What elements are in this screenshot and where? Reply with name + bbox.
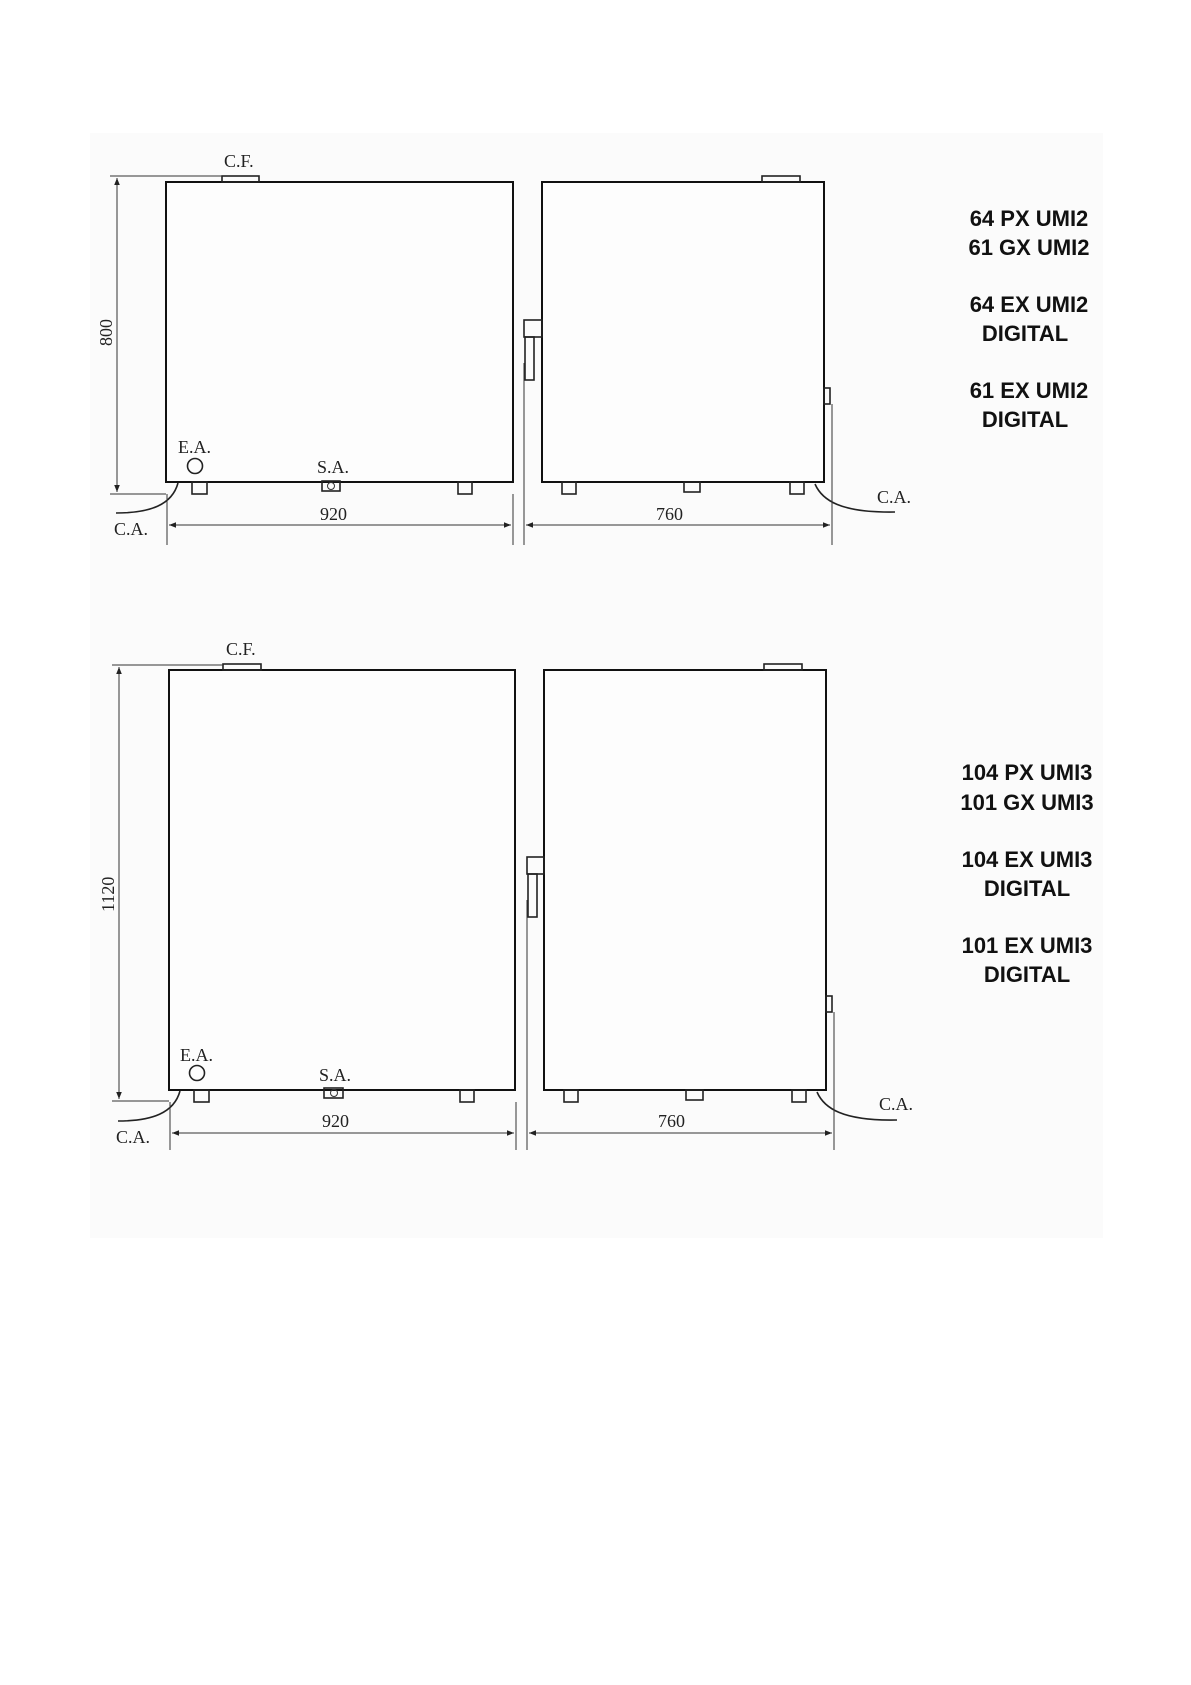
front-width-dimension: 920 xyxy=(320,504,347,524)
front-width-dimension: 920 xyxy=(322,1111,349,1131)
foot xyxy=(564,1090,578,1102)
foot xyxy=(460,1090,474,1102)
foot xyxy=(192,482,207,494)
ca-left-label: C.A. xyxy=(114,519,149,539)
model-label: DIGITAL xyxy=(983,962,1071,987)
cf-label: C.F. xyxy=(224,151,254,171)
ca-left-cable xyxy=(116,483,178,513)
side-width-dimension: 760 xyxy=(656,504,683,524)
height-dimension: 1120 xyxy=(98,876,118,912)
side-width-dimension: 760 xyxy=(658,1111,685,1131)
door-hinge xyxy=(527,857,544,874)
model-label: 61 GX UMI2 xyxy=(968,235,1090,260)
side-view-body xyxy=(544,670,826,1090)
view-small xyxy=(96,151,1090,545)
door-hinge xyxy=(524,320,542,337)
height-dimension: 800 xyxy=(96,319,116,346)
ca-right-label: C.A. xyxy=(879,1094,914,1114)
side-view-body xyxy=(542,182,824,482)
foot xyxy=(790,482,804,494)
foot xyxy=(562,482,576,494)
model-label: DIGITAL xyxy=(981,321,1069,346)
model-label: 104 PX UMI3 xyxy=(961,760,1093,785)
foot xyxy=(194,1090,209,1102)
door-handle xyxy=(525,337,534,380)
model-label: 64 PX UMI2 xyxy=(969,206,1089,231)
foot xyxy=(458,482,472,494)
ea-label: E.A. xyxy=(178,437,211,457)
view-large xyxy=(98,639,1094,1150)
foot xyxy=(686,1090,703,1100)
model-label: 101 GX UMI3 xyxy=(960,790,1094,815)
foot xyxy=(792,1090,806,1102)
sa-label: S.A. xyxy=(319,1065,352,1085)
model-label: 101 EX UMI3 xyxy=(961,933,1093,958)
model-label: 104 EX UMI3 xyxy=(961,847,1093,872)
model-label: 61 EX UMI2 xyxy=(969,378,1089,403)
ca-left-cable xyxy=(118,1091,180,1121)
sa-label: S.A. xyxy=(317,457,350,477)
ca-right-label: C.A. xyxy=(877,487,912,507)
model-label: DIGITAL xyxy=(983,876,1071,901)
model-label: 64 EX UMI2 xyxy=(969,292,1089,317)
cf-label: C.F. xyxy=(226,639,256,659)
front-view-body xyxy=(169,670,515,1090)
model-label: DIGITAL xyxy=(981,407,1069,432)
foot xyxy=(684,482,700,492)
ea-label: E.A. xyxy=(180,1045,213,1065)
ca-left-label: C.A. xyxy=(116,1127,151,1147)
front-view-body xyxy=(166,182,513,482)
door-handle xyxy=(528,874,537,917)
